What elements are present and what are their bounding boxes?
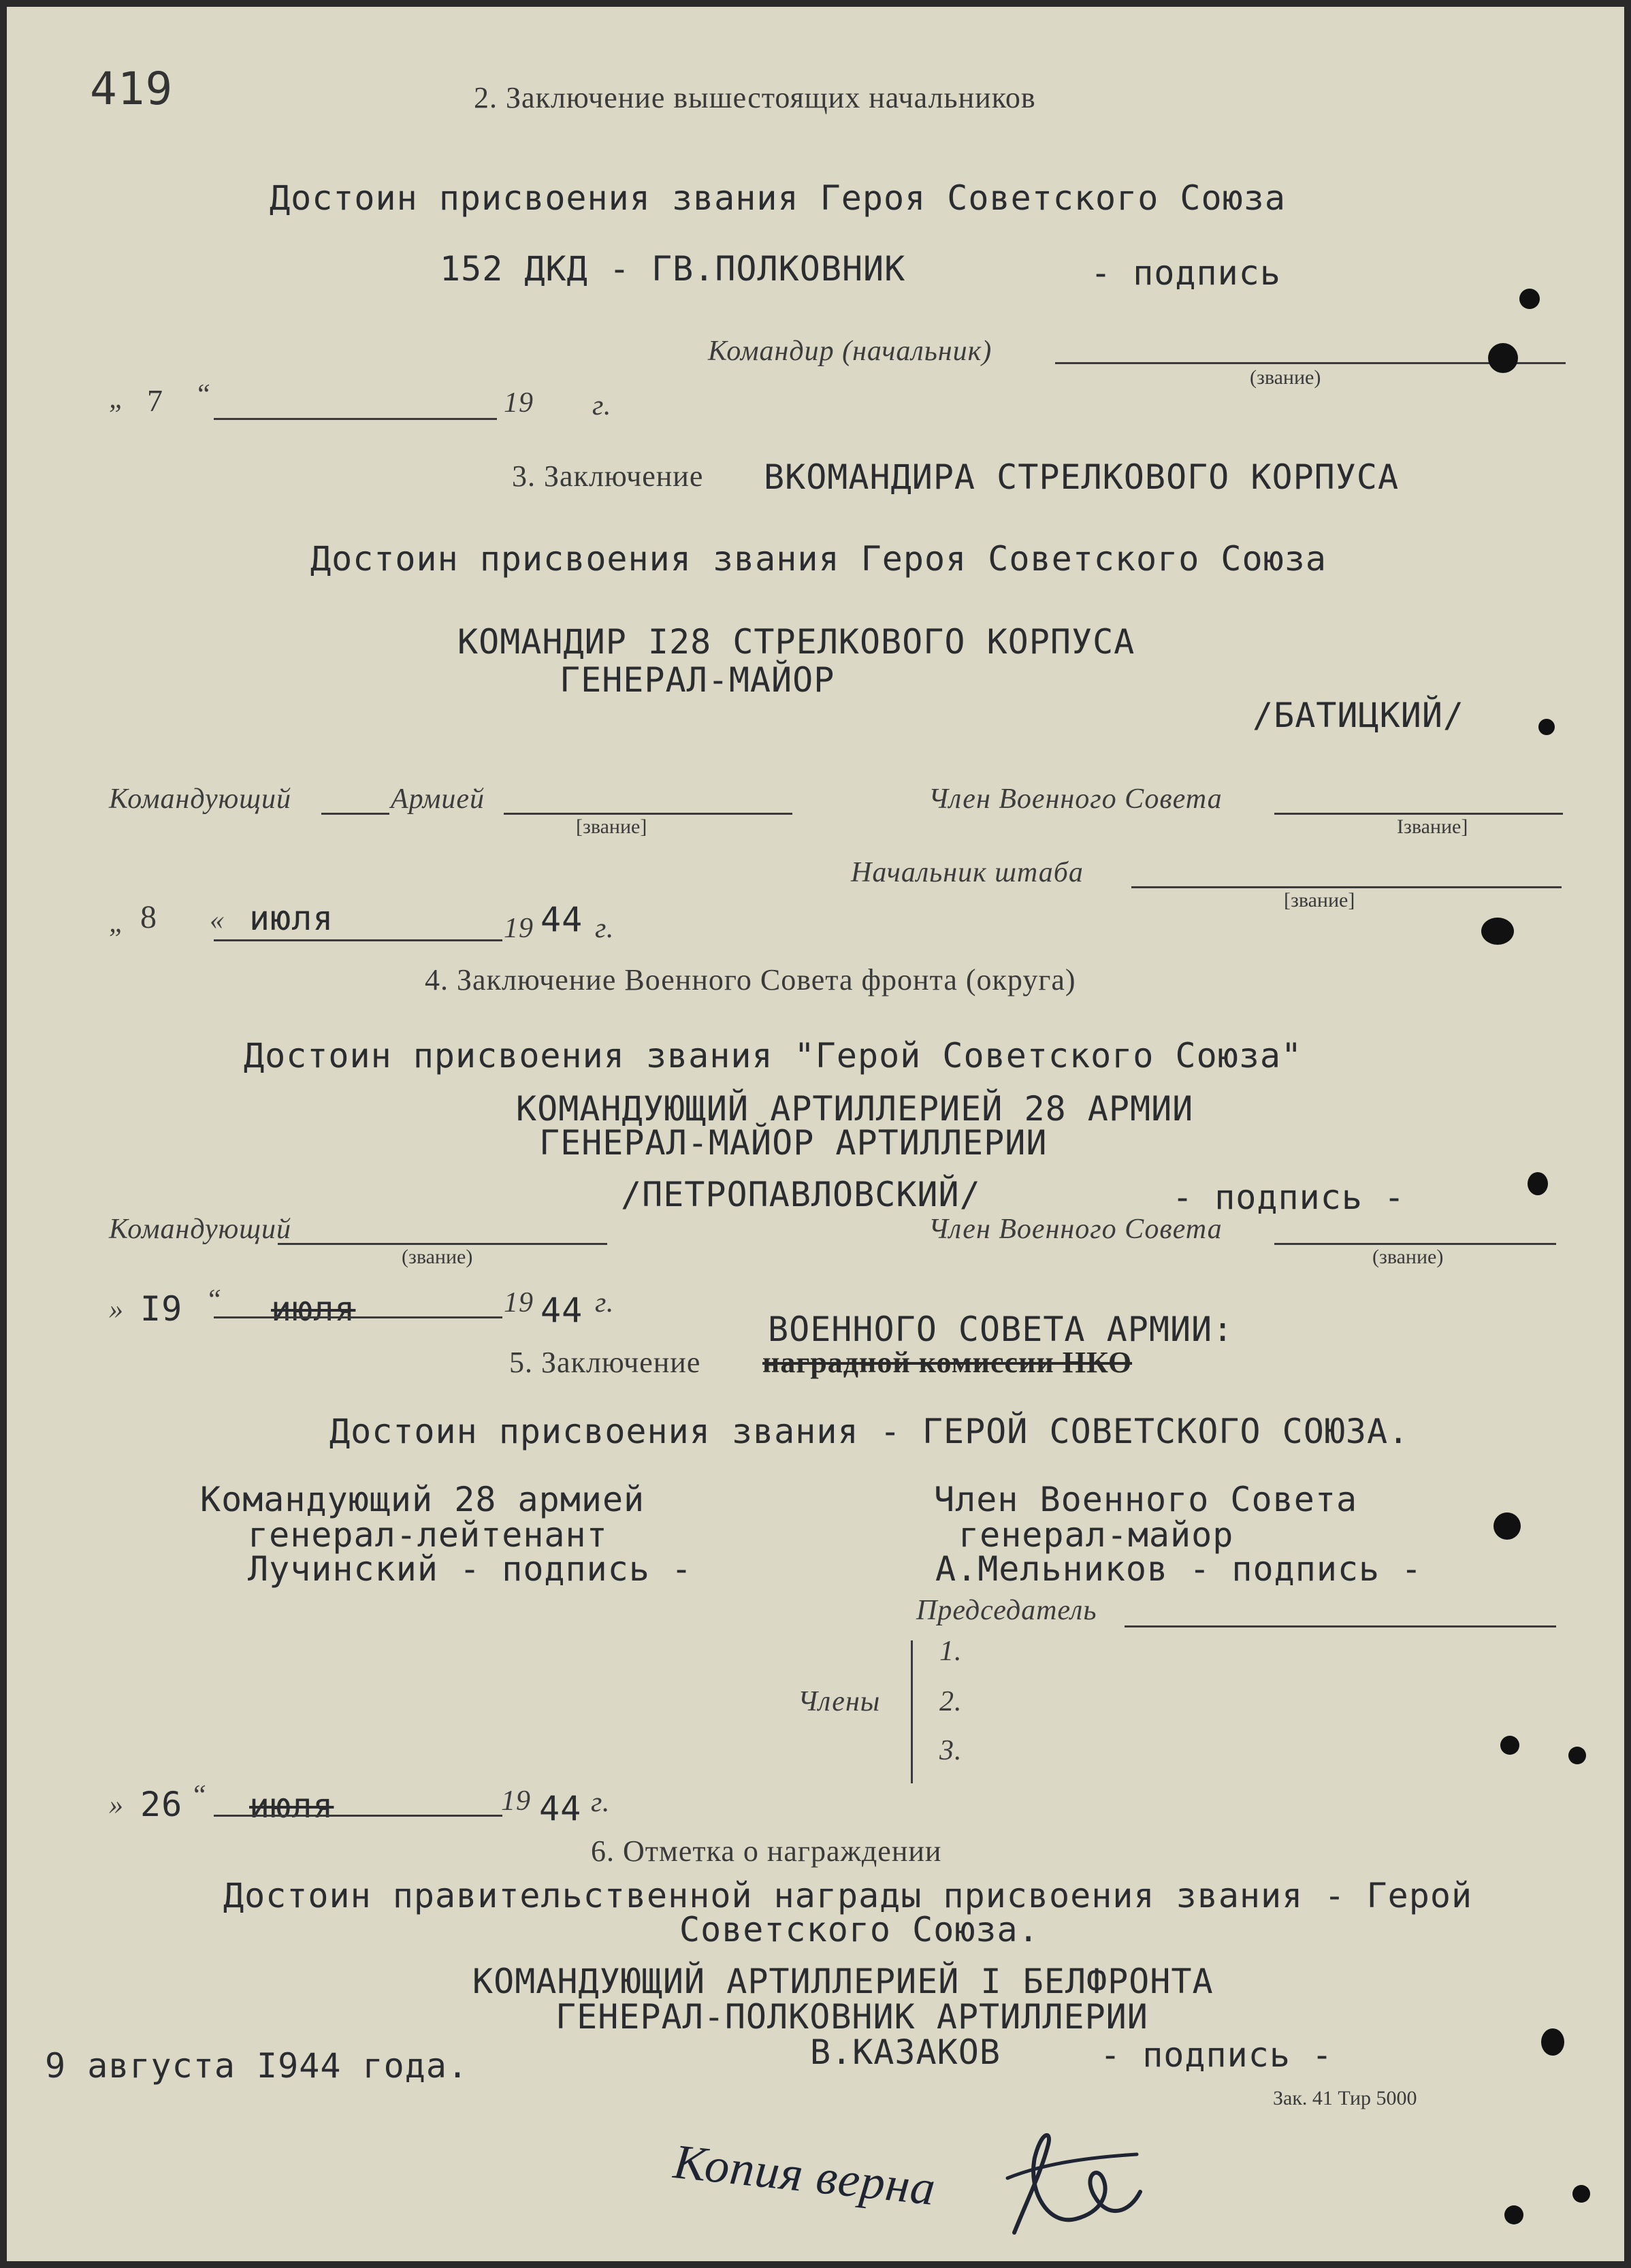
section-4-date-quote: » [109, 1294, 124, 1325]
punch-hole [1504, 2205, 1523, 2224]
punch-hole [1493, 1512, 1521, 1540]
section-5-left-line1: Командующий 28 армией [200, 1480, 645, 1519]
section-2-signer: 152 ДКД - ГВ.ПОЛКОВНИК [440, 249, 906, 289]
section-4-signature: - подпись - [1172, 1178, 1406, 1217]
section-4-rank-label-2: (звание) [1372, 1246, 1444, 1268]
section-5-chair-label: Председатель [916, 1595, 1097, 1626]
section-6-verdict-line1: Достоин правительственной награды присвоения звания - Герой [223, 1876, 1473, 1915]
punch-hole [1488, 343, 1518, 373]
section-5-date-year-prefix: 19 [501, 1785, 531, 1817]
section-5-date-quote2: “ [191, 1780, 208, 1811]
section-3-signer-name: /БАТИЦКИЙ/ [1253, 696, 1465, 735]
section-5-date-day: 26 [140, 1785, 183, 1824]
section-6-date: 9 августа I944 года. [45, 2046, 469, 2086]
section-4-signer-line1: КОМАНДУЮЩИЙ АРТИЛЛЕРИЕЙ 28 АРМИИ [516, 1089, 1194, 1129]
section-4-signer-line2: ГЕНЕРАЛ-МАЙОР АРТИЛЛЕРИИ [539, 1123, 1048, 1163]
section-5-right-line3: А.Мельников - подпись - [935, 1549, 1423, 1589]
section-2-verdict: Достоин присвоения звания Героя Советского Союза [270, 178, 1286, 218]
section-2-date-quote2: “ [195, 379, 212, 410]
section-5-heading-struck: наградной комиссии НКО [762, 1346, 1133, 1379]
section-3-army-cmd-line [321, 813, 389, 815]
section-5-left-line2: генерал-лейтенант [248, 1515, 608, 1555]
section-3-staff-label: Начальник штаба [851, 857, 1084, 888]
punch-hole [1528, 1172, 1548, 1195]
section-5-m1: 1. [939, 1636, 963, 1667]
section-3-date-quote: „ [109, 907, 126, 939]
section-3-staff-line [1131, 886, 1562, 888]
section-5-verdict: Достоин присвоения звания - ГЕРОЙ СОВЕТСКОГО СОЮЗА. [329, 1412, 1410, 1451]
section-6-signer-line1: КОМАНДУЮЩИЙ АРТИЛЛЕРИЕЙ I БЕЛФРОНТА [472, 1962, 1214, 2001]
punch-hole [1572, 2185, 1590, 2203]
section-5-date-year-suffix: 44 [539, 1789, 582, 1828]
section-3-rank-label-2: Iзвание] [1397, 815, 1468, 838]
section-3-council-label: Член Военного Совета [928, 783, 1223, 815]
section-5-m3: 3. [939, 1735, 963, 1766]
section-5-right-line2: генерал-майор [958, 1515, 1234, 1555]
section-2-date-g: г. [592, 390, 612, 421]
section-2-date-line [214, 418, 497, 420]
section-5-date-month: июля [249, 1786, 334, 1826]
handwritten-note: Копия верна [671, 2134, 939, 2216]
section-4-signer-name: /ПЕТРОПАВЛОВСКИЙ/ [621, 1175, 981, 1214]
section-4-council-line [1274, 1243, 1556, 1245]
section-5-members-label: Члены [798, 1686, 881, 1717]
section-4-cmd-label: Командующий [109, 1214, 291, 1245]
punch-hole [1568, 1747, 1586, 1764]
section-3-date-day: 8 [140, 899, 157, 935]
punch-hole [1541, 2028, 1564, 2056]
section-2-commander-label: Командир (начальник) [708, 336, 992, 367]
section-4-date-g: г. [595, 1287, 615, 1318]
punch-hole [1519, 289, 1540, 309]
section-4-date-year-suffix: 44 [540, 1291, 583, 1330]
section-5-date-line [214, 1815, 502, 1817]
section-4-date-quote2: “ [206, 1284, 223, 1316]
section-3-date-g: г. [595, 913, 615, 944]
section-2-heading: 2. Заключение вышестоящих начальников [474, 81, 1036, 114]
section-3-rank-label-3: [звание] [1284, 889, 1355, 911]
section-2-date-quote: „ [109, 383, 126, 415]
section-3-heading-prefix: 3. Заключение [512, 459, 704, 493]
punch-hole [1500, 1736, 1519, 1755]
section-2-rank-label: (звание) [1250, 366, 1321, 389]
section-6-verdict-line2: Советского Союза. [679, 1910, 1039, 1949]
section-3-signer-line1: КОМАНДИР I28 СТРЕЛКОВОГО КОРПУСА [457, 622, 1135, 662]
section-5-left-line3: Лучинский - подпись - [248, 1549, 693, 1589]
section-4-council-label: Член Военного Совета [928, 1214, 1223, 1245]
section-2-date-day: 7 [147, 383, 163, 418]
section-3-date-quote2: « [210, 905, 225, 936]
section-5-right-line1: Член Военного Совета [934, 1480, 1358, 1519]
section-3-date-line [214, 939, 502, 941]
section-3-signer-line2: ГЕНЕРАЛ-МАЙОР [560, 660, 835, 700]
section-2-date-year: 19 [504, 387, 534, 419]
section-4-rank-label-1: (звание) [402, 1246, 473, 1268]
section-4-verdict: Достоин присвоения звания "Герой Советского Союза" [244, 1036, 1303, 1075]
section-4-date-line [214, 1316, 502, 1318]
section-6-signer-name: В.КАЗАКОВ [810, 2032, 1001, 2072]
page-number: 419 [90, 63, 174, 115]
section-3-date-year-suffix: 44 [540, 900, 583, 939]
section-6-signature: - подпись - [1100, 2035, 1334, 2075]
section-3-army-rank-line [504, 813, 792, 815]
section-4-date-month: июля [271, 1289, 356, 1329]
section-5-heading-prefix: 5. Заключение [509, 1346, 701, 1379]
section-3-council-line [1274, 813, 1563, 815]
section-3-verdict: Достоин присвоения звания Героя Советского Союза [310, 539, 1327, 579]
section-5-typed-over: ВОЕННОГО СОВЕТА АРМИИ: [768, 1310, 1234, 1349]
punch-hole [1538, 719, 1555, 735]
section-2-signature: - подпись [1091, 253, 1281, 293]
print-note: Зак. 41 Тир 5000 [1273, 2087, 1417, 2109]
section-5-date-g: г. [591, 1787, 611, 1818]
section-3-date-month: июля [249, 898, 334, 938]
section-6-signer-line2: ГЕНЕРАЛ-ПОЛКОВНИК АРТИЛЛЕРИИ [555, 1997, 1148, 2037]
section-3-army-label: Армией [391, 783, 485, 815]
section-5-members-bracket [911, 1640, 913, 1783]
section-4-cmd-line [278, 1243, 607, 1245]
section-5-m2: 2. [939, 1686, 963, 1717]
section-3-rank-label-1: [звание] [576, 815, 647, 838]
section-4-date-year-prefix: 19 [504, 1287, 534, 1318]
section-5-date-quote: » [109, 1789, 124, 1821]
handwritten-signature [1001, 2117, 1150, 2253]
section-6-heading: 6. Отметка о награждении [591, 1834, 942, 1868]
section-3-heading-typed: ВКОМАНДИРА СТРЕЛКОВОГО КОРПУСА [764, 457, 1400, 497]
punch-hole [1481, 918, 1514, 945]
section-4-heading: 4. Заключение Военного Совета фронта (округа) [425, 963, 1076, 997]
section-3-date-year-prefix: 19 [504, 913, 534, 944]
section-3-army-cmd-label: Командующий [109, 783, 291, 815]
section-5-chair-line [1125, 1625, 1556, 1627]
section-4-date-day: I9 [140, 1289, 183, 1329]
